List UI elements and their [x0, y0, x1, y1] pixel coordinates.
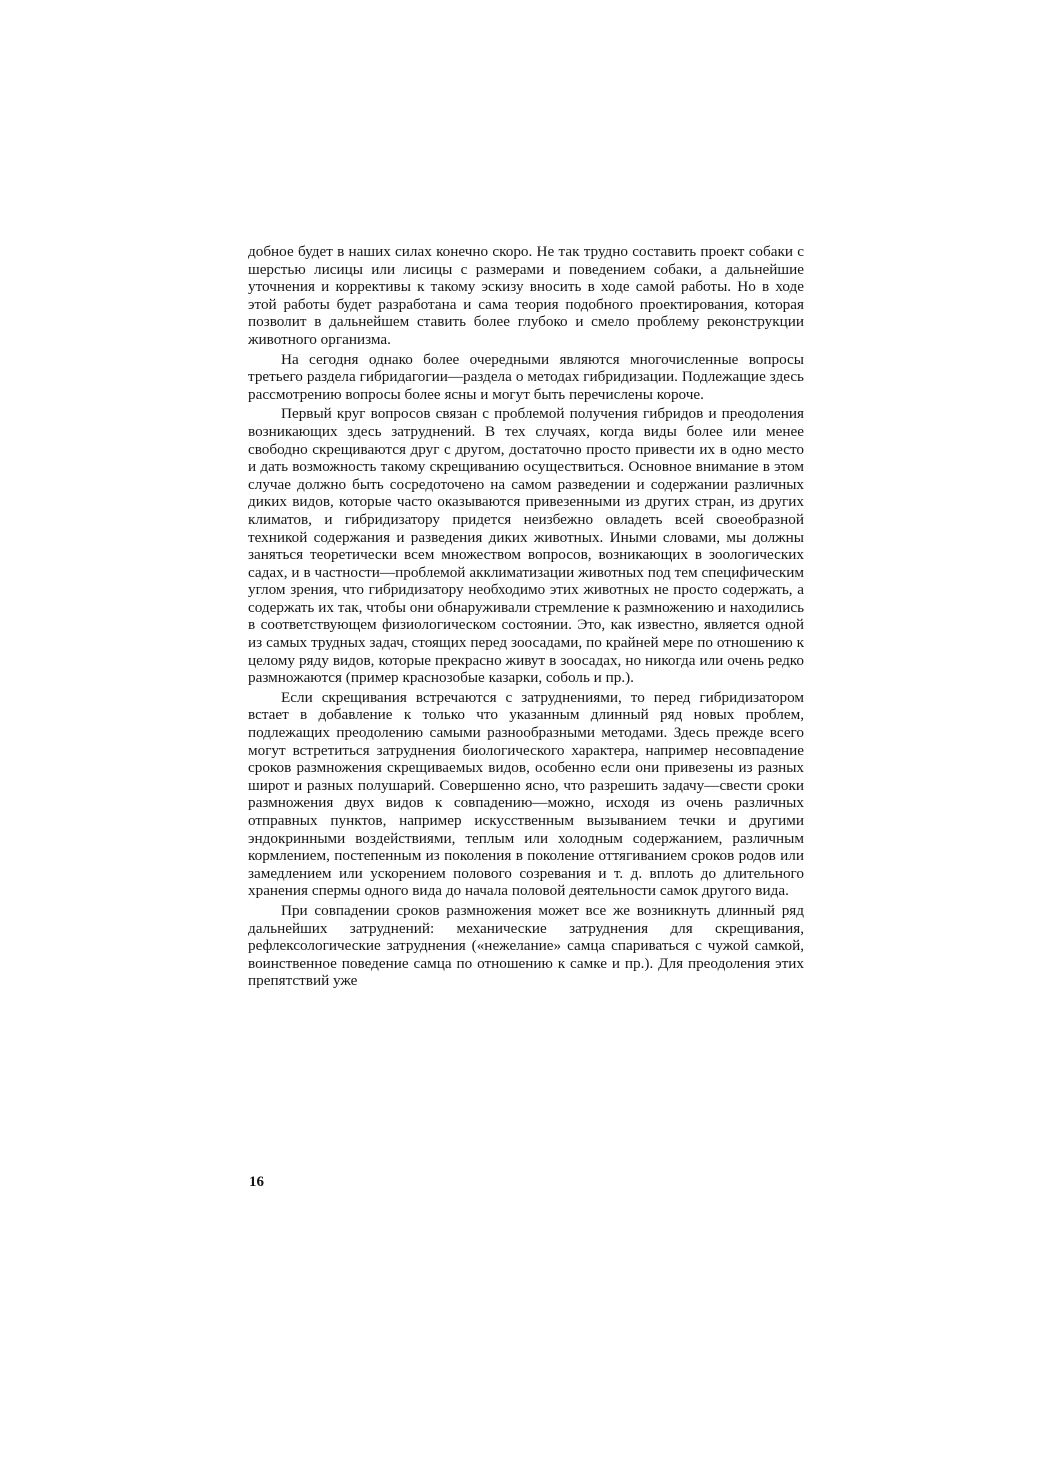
paragraph-difficulties: Если скрещивания встречаются с затруднениями, то перед гибридизатором встает в добавление к только что указанным длинный ряд новых проблем, подлежащих преодолению самыми разнообразными методами. Здесь прежде всего могут встретиться затруднения биологического характера, например несовпадение сроков размножения скрещиваемых видов, особенно если они привезены из разных широт и разных полушарий. Совершенно ясно, что разрешить задачу—свести сроки размножения двух видов к совпадению—можно, исходя из очень различных отправных пунктов, например искусственным вызыванием течки и другими эндокринными воздействиями, теплым или холодным содержанием, различным кормлением, постепенным из поколения в поколение оттягиванием сроков родов или замедлением или ускорением полового созревания и т. д. вплоть до длительного хранения спермы одного вида до начала половой деятельности самок другого вида. [248, 688, 804, 900]
paragraph-continuation: добное будет в наших силах конечно скоро. Не так трудно составить проект собаки с шерстью лисицы или лисицы с размерами и поведением собаки, а дальнейшие уточнения и коррективы к такому эскизу вносить в ходе самой работы. Но в ходе этой работы будет разработана и сама теория подобного проектирования, которая позволит в дальнейшем ставить более глубоко и смело проблему реконструкции животного организма. [248, 243, 804, 348]
page-number: 16 [249, 1174, 264, 1190]
paragraph-hybridization-methods: На сегодня однако более очередными являются многочисленные вопросы третьего раздела гибридагогии—раздела о методах гибридизации. Подлежащие здесь рассмотрению вопросы более ясны и могут быть перечислены короче. [248, 350, 804, 403]
text-body [248, 243, 804, 990]
paragraph-first-circle: Первый круг вопросов связан с проблемой получения гибридов и преодоления возникающих здесь затруднений. В тех случаях, когда виды более или менее свободно скрещиваются друг с другом, достаточно просто привести их в одно место и дать возможность такому скрещиванию осуществиться. Основное внимание в этом случае должно быть сосредоточено на самом разведении и содержании различных диких видов, которые часто оказываются привезенными из других стран, из других климатов, и гибридизатору придется неизбежно овладеть всей своеобразной техникой содержания и разведения диких животных. Иными словами, мы должны заняться теоретически всем множеством вопросов, возникающих в зоологических садах, и в частности—проблемой акклиматизации животных под тем специфическим углом зрения, что гибридизатору необходимо этих животных не просто содержать, а содержать их так, чтобы они обнаруживали стремление к размножению и находились в соответствующем физиологическом состоянии. Это, как известно, является одной из самых трудных задач, стоящих перед зоосадами, по крайней мере по отношению к целому ряду видов, которые прекрасно живут в зоосадах, но никогда или очень редко размножаются (пример краснозобые казарки, соболь и пр.). [248, 405, 804, 687]
paragraph-breeding-timing: При совпадении сроков размножения может все же возникнуть длинный ряд дальнейших затруднений: механические затруднения для скрещивания, рефлексологические затруднения («нежелание» самца спариваться с чужой самкой, воинственное поведение самца по отношению к самке и пр.). Для преодоления этих препятствий уже [248, 901, 804, 990]
